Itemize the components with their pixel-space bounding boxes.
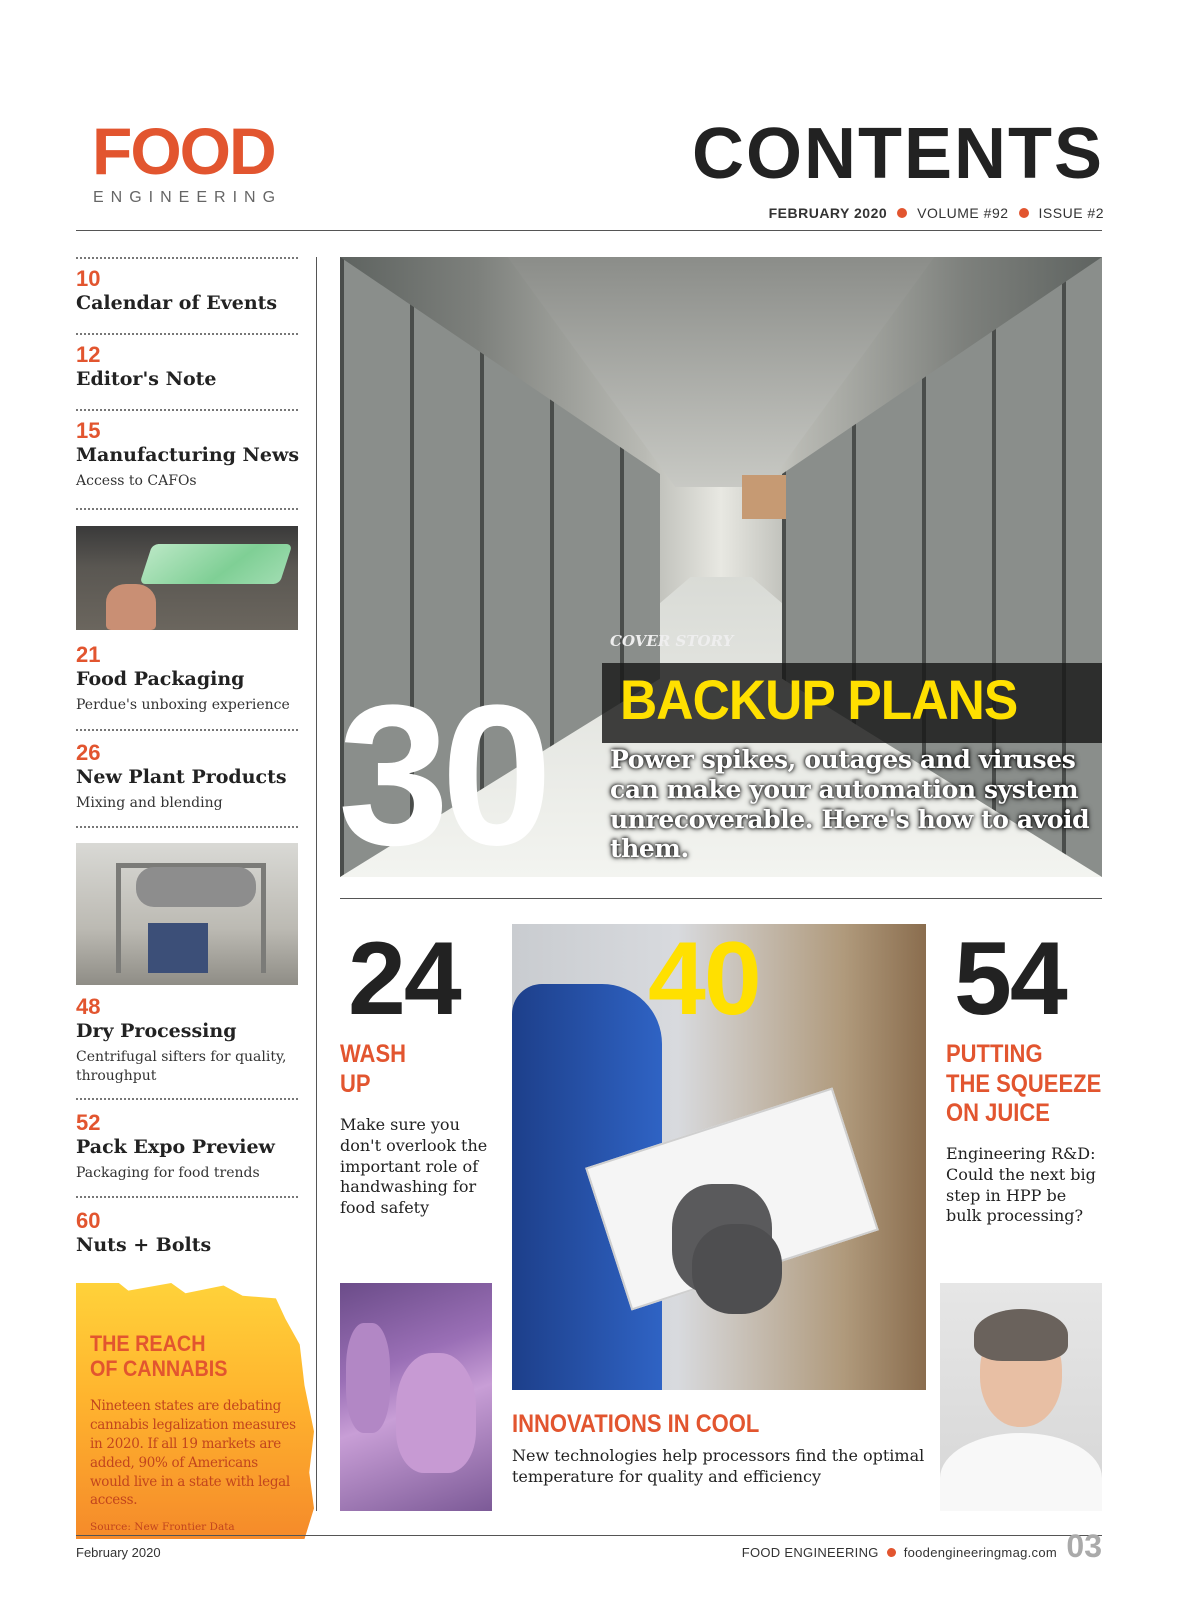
cover-story-page-number: 30 bbox=[338, 664, 545, 887]
callout-body: Nineteen states are debating cannabis legalization measures in 2020. If all 19 markets are added, 90% of Americans would live in a state with legal access. bbox=[90, 1398, 296, 1509]
bullet-dot-icon bbox=[887, 1548, 896, 1557]
dotted-divider bbox=[76, 826, 298, 828]
toc-item-food-packaging[interactable]: Food Packaging bbox=[76, 668, 245, 690]
toc-subtitle: Centrifugal sifters for quality, throughput bbox=[76, 1049, 287, 1084]
toc-subtitle: Mixing and blending bbox=[76, 795, 223, 811]
feature-headline-innovations-in-cool[interactable]: INNOVATIONS IN COOL bbox=[512, 1410, 760, 1438]
handwashing-photo bbox=[340, 1283, 492, 1511]
footer-brand-line bbox=[742, 1545, 1057, 1560]
issue-number: ISSUE #2 bbox=[1038, 205, 1104, 221]
toc-page-number: 26 bbox=[76, 740, 101, 765]
issue-info bbox=[769, 205, 1104, 221]
feature-page-number-54: 54 bbox=[954, 921, 1066, 1037]
mixer-thumbnail bbox=[76, 843, 298, 985]
callout-title: THE REACH OF CANNABIS bbox=[90, 1331, 228, 1382]
page-title: CONTENTS bbox=[692, 114, 1104, 194]
feature-deck: New technologies help processors find the optimal temperature for quality and efficiency bbox=[512, 1446, 925, 1486]
bullet-dot-icon bbox=[1019, 208, 1029, 218]
issue-date: FEBRUARY 2020 bbox=[768, 205, 888, 221]
footer-website-link[interactable]: foodengineeringmag.com bbox=[903, 1545, 1057, 1560]
toc-item-nuts-bolts[interactable]: Nuts + Bolts bbox=[76, 1234, 212, 1256]
portrait-photo bbox=[940, 1283, 1102, 1511]
feature-headline-wash-up[interactable]: WASH UP bbox=[340, 1040, 406, 1098]
toc-page-number: 15 bbox=[76, 418, 101, 443]
feature-deck: Engineering R&D: Could the next big step in HPP be bulk processing? bbox=[946, 1144, 1096, 1226]
toc-item-calendar-of-events[interactable]: Calendar of Events bbox=[76, 292, 278, 314]
bullet-dot-icon bbox=[897, 208, 907, 218]
toc-page-number: 21 bbox=[76, 642, 101, 667]
dotted-divider bbox=[76, 508, 298, 510]
logo-food: FOOD bbox=[92, 114, 275, 188]
toc-subtitle: Perdue's unboxing experience bbox=[76, 697, 290, 713]
cover-story-title[interactable]: BACKUP PLANS bbox=[620, 668, 1018, 731]
feature-deck: Make sure you don't overlook the important role of handwashing for food safety bbox=[340, 1115, 488, 1218]
toc-page-number: 10 bbox=[76, 266, 101, 291]
dotted-divider bbox=[76, 409, 298, 411]
dotted-divider bbox=[76, 257, 298, 259]
dotted-divider bbox=[76, 729, 298, 731]
toc-item-new-plant-products[interactable]: New Plant Products bbox=[76, 766, 287, 788]
toc-item-pack-expo-preview[interactable]: Pack Expo Preview bbox=[76, 1136, 275, 1158]
logo-engineering: ENGINEERING bbox=[93, 189, 283, 206]
toc-item-manufacturing-news[interactable]: Manufacturing News bbox=[76, 444, 300, 466]
dotted-divider bbox=[76, 1196, 298, 1198]
feature-page-number-24: 24 bbox=[348, 921, 460, 1037]
footer-brand: FOOD ENGINEERING bbox=[741, 1545, 879, 1560]
page-number: 03 bbox=[1066, 1528, 1102, 1564]
divider bbox=[76, 230, 1102, 231]
callout-source: Source: New Frontier Data bbox=[90, 1521, 235, 1533]
toc-page-number: 12 bbox=[76, 342, 101, 367]
footer-date: February 2020 bbox=[76, 1545, 161, 1560]
column-divider bbox=[316, 257, 317, 1511]
feature-page-number-40: 40 bbox=[648, 921, 760, 1037]
dotted-divider bbox=[76, 333, 298, 335]
toc-page-number: 52 bbox=[76, 1110, 101, 1135]
toc-item-dry-processing[interactable]: Dry Processing bbox=[76, 1020, 237, 1042]
packaging-thumbnail bbox=[76, 526, 298, 630]
toc-subtitle: Access to CAFOs bbox=[76, 473, 197, 489]
toc-item-editors-note[interactable]: Editor's Note bbox=[76, 368, 217, 390]
cover-story-deck: Power spikes, outages and viruses can make your automation system unrecoverable. Here's how to avoid them. bbox=[610, 745, 1090, 864]
volume-number: VOLUME #92 bbox=[917, 205, 1009, 221]
toc-subtitle: Packaging for food trends bbox=[76, 1165, 260, 1181]
dotted-divider bbox=[76, 1098, 298, 1100]
divider bbox=[340, 898, 1102, 899]
toc-page-number: 48 bbox=[76, 994, 101, 1019]
feature-headline-putting-the-squeeze[interactable]: PUTTING THE SQUEEZE ON JUICE bbox=[946, 1040, 1102, 1127]
cover-story-label: COVER STORY bbox=[610, 632, 734, 650]
footer-divider bbox=[76, 1535, 1102, 1536]
toc-page-number: 60 bbox=[76, 1208, 101, 1233]
